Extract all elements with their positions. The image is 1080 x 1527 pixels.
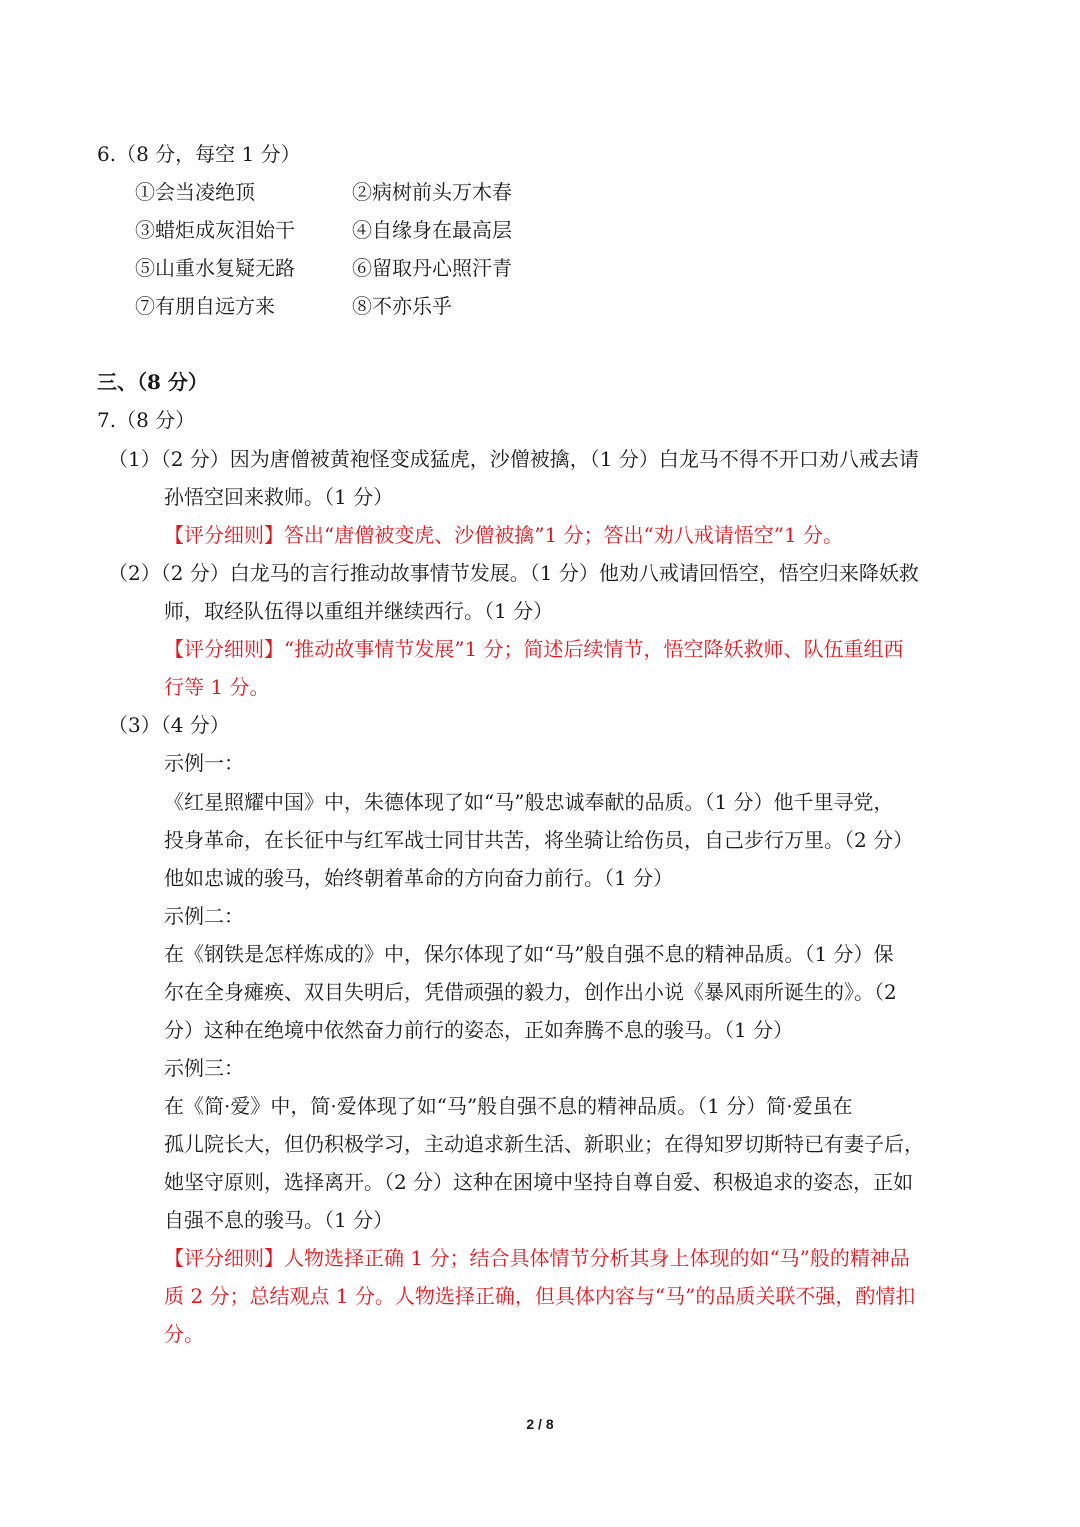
q6-answer-3: ③蜡炬成灰泪始干 <box>135 218 295 242</box>
example-1-line: 投身革命，在长征中与红军战士同甘共苦，将坐骑让给伤员，自己步行万里。（2 分） <box>164 828 914 852</box>
q6-answer-4: ④自缘身在最高层 <box>352 218 512 242</box>
q6-answer-1: ①会当凌绝顶 <box>135 180 255 204</box>
example-2-line: 在《钢铁是怎样炼成的》中，保尔体现了如“马”般自强不息的精神品质。（1 分）保 <box>164 942 894 966</box>
example-3-line: 在《简·爱》中，简·爱体现了如“马”般自强不息的精神品质。（1 分）简·爱虽在 <box>164 1094 853 1118</box>
q7-part3-scoring-rule: 【评分细则】人物选择正确 1 分；结合具体情节分析其身上体现的如“马”般的精神品 <box>164 1246 910 1270</box>
q6-answer-row <box>135 293 452 319</box>
q6-answer-row <box>135 217 512 243</box>
q7-part2-scoring-rule-2: 行等 1 分。 <box>164 675 270 699</box>
example-2-line: 尔在全身瘫痪、双目失明后，凭借顽强的毅力，创作出小说《暴风雨所诞生的》。（2 <box>164 980 897 1004</box>
q7-heading: 7.（8 分） <box>97 408 196 432</box>
q6-answer-6: ⑥留取丹心照汗青 <box>352 256 512 280</box>
q7-part3-heading: （3）（4 分） <box>108 713 230 737</box>
example-1-line: 《红星照耀中国》中，朱德体现了如“马”般忠诚奉献的品质。（1 分）他千里寻党， <box>164 790 894 814</box>
example-3-line: 自强不息的骏马。（1 分） <box>164 1208 394 1232</box>
q6-answer-5: ⑤山重水复疑无路 <box>135 256 295 280</box>
q6-answer-row <box>135 255 512 281</box>
example-3-line: 孤儿院长大，但仍积极学习，主动追求新生活、新职业；在得知罗切斯特已有妻子后， <box>164 1132 924 1156</box>
q6-answer-2: ②病树前头万木春 <box>352 180 512 204</box>
example-1-line: 他如忠诚的骏马，始终朝着革命的方向奋力前行。（1 分） <box>164 866 674 890</box>
q6-answer-8: ⑧不亦乐乎 <box>352 294 452 318</box>
q7-part2-scoring-rule-1: 【评分细则】“推动故事情节发展”1 分；简述后续情节，悟空降妖救师、队伍重组西 <box>164 637 904 661</box>
q6-answer-7: ⑦有朋自远方来 <box>135 294 275 318</box>
q6-heading: 6.（8 分，每空 1 分） <box>97 142 301 166</box>
q7-part2-line2: 师，取经队伍得以重组并继续西行。（1 分） <box>164 599 554 623</box>
example-1-title: 示例一： <box>164 751 244 775</box>
example-3-title: 示例三： <box>164 1056 244 1080</box>
q6-answer-row <box>135 179 512 205</box>
example-3-line: 她坚守原则，选择离开。（2 分）这种在困境中坚持自尊自爱、积极追求的姿态，正如 <box>164 1170 914 1194</box>
q7-part1-scoring-rule: 【评分细则】答出“唐僧被变虎、沙僧被擒”1 分；答出“劝八戒请悟空”1 分。 <box>164 523 844 547</box>
q7-part1-line2: 孙悟空回来救师。（1 分） <box>164 485 394 509</box>
page-number: 2 / 8 <box>526 1416 554 1432</box>
q7-part3-scoring-rule: 分。 <box>164 1322 204 1346</box>
q7-part3-scoring-rule: 质 2 分；总结观点 1 分。人物选择正确，但具体内容与“马”的品质关联不强，酌情扣 <box>164 1284 916 1308</box>
section-3-heading: 三、（8 分） <box>97 370 208 394</box>
q7-part2-line1: （2）（2 分）白龙马的言行推动故事情节发展。（1 分）他劝八戒请回悟空，悟空归来降妖救 <box>108 561 919 585</box>
example-2-title: 示例二： <box>164 904 244 928</box>
example-2-line: 分）这种在绝境中依然奋力前行的姿态，正如奔腾不息的骏马。（1 分） <box>164 1018 794 1042</box>
q7-part1-line1: （1）（2 分）因为唐僧被黄袍怪变成猛虎，沙僧被擒，（1 分）白龙马不得不开口劝八戒去请 <box>108 447 919 471</box>
